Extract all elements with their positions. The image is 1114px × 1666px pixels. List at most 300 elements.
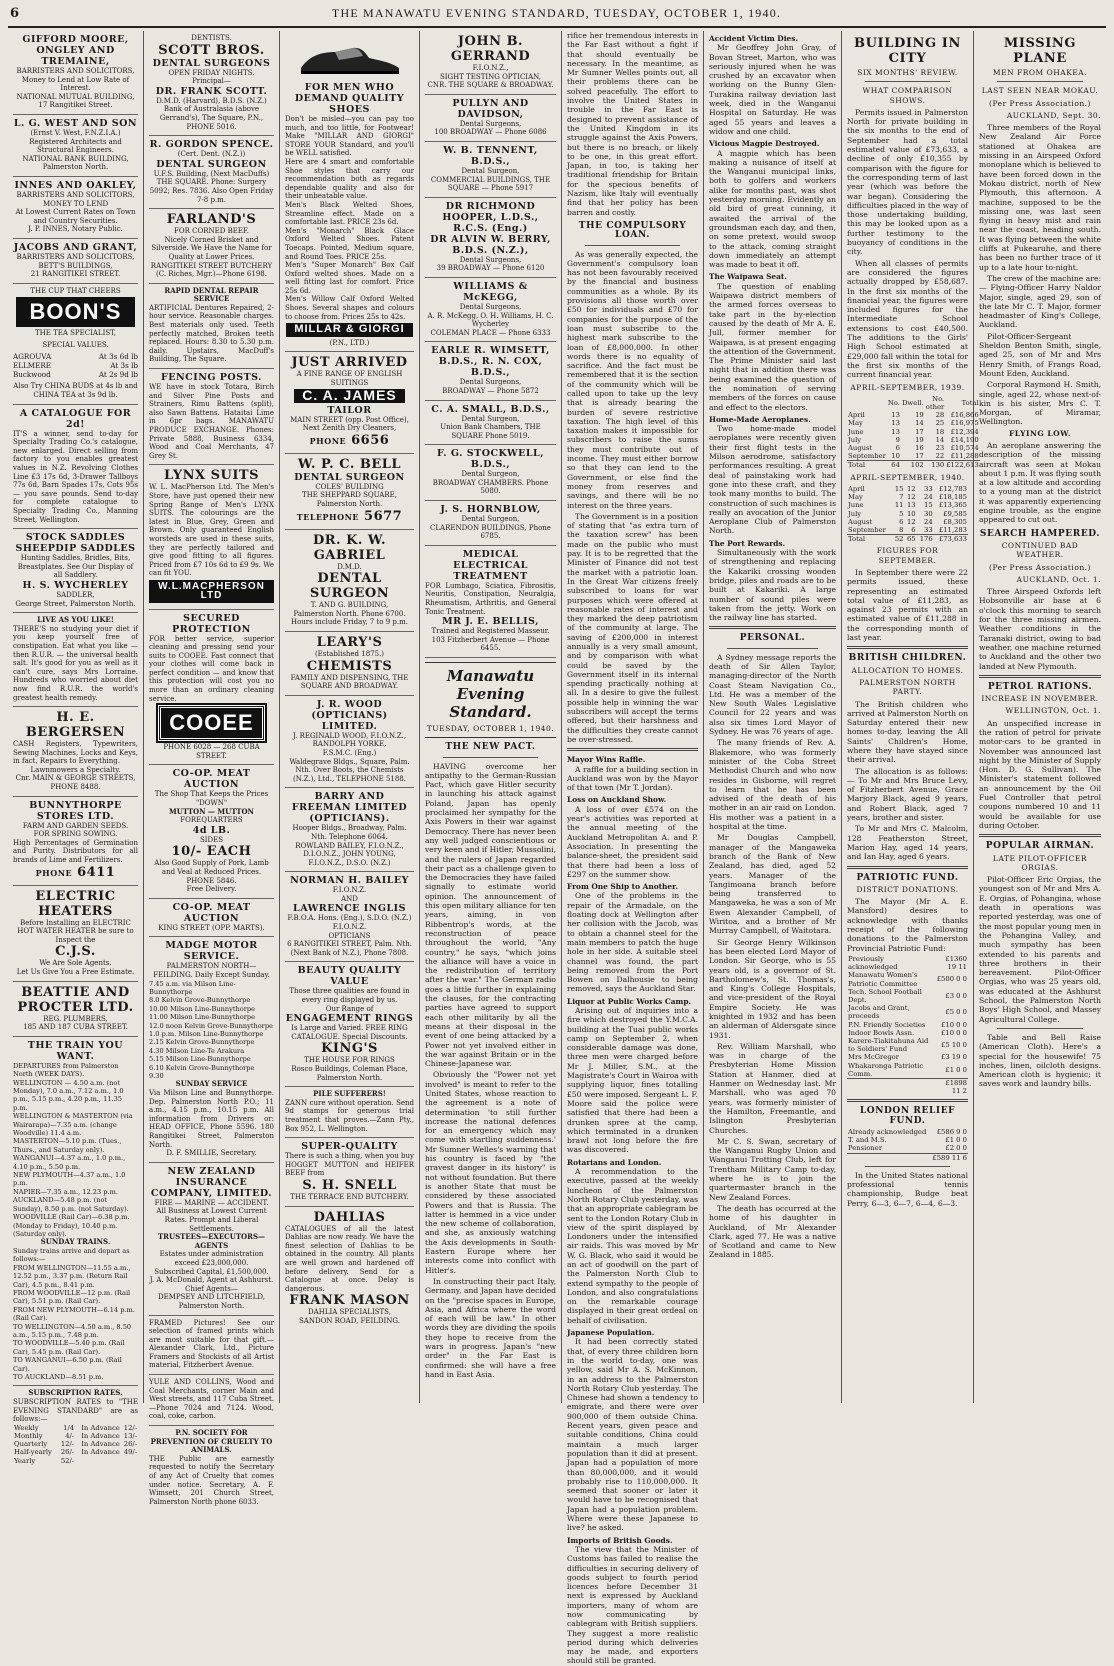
text-col7-building-t1_rows-5-4: £11,288 [950,452,979,461]
text-col4-paper-name2: Evening Standard. [449,685,532,721]
text-col4-pact-head: THE NEW PACT. [445,742,536,753]
text-col2-coop1-sidesp: 10/- EACH [171,844,252,860]
text-col7-building-t2_rows-3-4: £9,585 [943,509,967,518]
text-col2-spence-addr: U.F.S. Building, (Next MacDuffs) THE SQUARE. Phone: Surgery 5092; Res. 7836. Also Open Friday 7-8 p.m. [149,169,274,204]
text-col7-relief-rows-1-1: £1 0 0 [945,1136,967,1145]
text-col4-gerrand-name: JOHN B. GERRAND [450,34,531,64]
text-col1-boons-prices-0-0: AGROUVA [13,352,52,362]
text-col7-building-t1_total-1: 64 [891,461,900,470]
text-col1-subs-rates-1-0: Monthly [14,1431,43,1440]
text-col1-beattie-sub: REG. PLUMBERS, [43,1014,108,1023]
text-col2-madge-head: MADGE MOTOR SERVICE. [165,940,258,963]
text-col2-coop1-sides: SIDES [199,835,224,844]
text-col6-briefs-0-head: Accident Victim Dies. [709,34,798,43]
text-col2-coop1-text: The Shop That Keeps the Prices "DOWN" [154,790,269,808]
text-col3-shoes-items-3: Men's Willow Calf Oxford Welted Shoes. Several shapes and colours to choose from. Prices 25s to 42s. [285,295,414,321]
text-col1-saddles-addr: George Street, Palmerston North. [15,599,136,608]
text-col2-nzins-trustees: TRUSTEES—EXECUTORS—AGENTS [157,1232,266,1250]
text-col5-briefs-0-head: Mayor Wins Raffle. [567,755,646,765]
text-col1-innes-money: MONEY TO LEND [42,199,109,208]
text-col7-building-t1_total-2: 102 [910,461,924,470]
ad-ca-james [285,352,414,454]
ad-wimsett-cox [425,342,556,400]
text-col7-building-t2_rows-4-4: £8,305 [943,517,967,526]
text-col4-pact-paras-0: HAVING overcome her antipathy to the German-Russian Pact, which gave Hitler security in launching his attack against Poland, Japan has openly proclaimed her sympathy for the Axis Powers in their war against Democracy. There has never been any well judged conscientious or very keen and if Hitler, Mussolini, and the rulers of Japan regarded their pact as a challenge given to the Democracies they have failed signally to estimate world opinion. The announcement of this open military alliance for ten years, aiming, in von Ribbentrop's words, at the reconstruction of peace throughout the world, "Any country," he says, "which joins the alliance will have a voice in the redistribution of territory after the war." The German radio goes a little further in explaining the clauses, for the contracting parties have agreed to support each other militarily by all the means at their disposal in the event of one being attacked by a Power not yet involved either in the war against Britain or in the Chinese-Japanese war. [425,761,556,1069]
text-col3-leary-est: (Established 1875.) [314,649,385,658]
text-col1-west-note: Registered Architects and Structural Engineers. [29,137,122,155]
ad-learys [285,632,414,696]
text-col1-heaters-brand: C.J.S. [55,944,96,960]
text-col2-madge-lines-15: 5.15 [149,1055,164,1064]
text-col1-catalogue-text: IT'S a winner, send to-day for Specialty Trading Co.'s catalogue, new enlarged. Direct selling from factory to you enables greatest values in N.Z. Revolving Clothes Line £3 17s 6d, 3-Drawer Tallboys 77s 6d, Barn Spades 17s, Cots 95s — you save pounds. Send to-day for complete catalogue to Specialty Trading Co., Manning Street, Wellington. [13,429,138,524]
text-col7-building-t2_rows-5-4: £11,283 [938,525,967,534]
text-col1-boons-sub: THE TEA SPECIALIST, [34,329,117,338]
text-col8-missing-sub2: LAST SEEN NEAR MOKAU. [981,86,1099,96]
text-col3-shoes-items-1: Men's "Monarch" Black Glace Oxford Welted Shoes. Patent Toecaps. Pointed, Medium square, and Round Toes. PRICE 25s. [285,226,414,261]
text-col2-repair-head: RAPID DENTAL REPAIR SERVICE [164,285,259,304]
text-col2-madge-lines-12: Kelvin Grove-Bunnythorpe [165,1038,255,1047]
text-col2-farland-text: Nicely Corned Brisket and Silverside. We Have the Name for Quality at Lower Prices. [151,235,272,261]
ad-wpc-bell [285,454,414,530]
text-col7-building-t1_rows-4-1: 6 [895,444,900,453]
text-col1-subs-rates-4-0: Yearly [14,1456,36,1465]
text-col7-building-t2_total-2: 65 [906,535,916,544]
text-col3-james-tail: TAILOR [327,404,372,416]
text-col1-jacobs-addr: 21 RANGITIKEI STREET. [30,270,121,279]
text-col2-farland-name: FARLAND'S [166,212,257,228]
text-col7-patriotic-rows-0-1: £1360 19 11 [945,954,967,972]
text-col1-train-lines-1: WELLINGTON & MASTERTON (via Wairarapa)—7.35 a.m. (change Woodville) 11.4 a.m. [13,1112,133,1138]
text-col1-subs-rates-0-0: Weekly [14,1423,39,1432]
text-col7-building-t2_rows-4-2: 12 [906,517,916,526]
ad-catalogue [13,405,138,530]
text-col2-scott-addr: Bank of Australasia (above Gerrand's), The Square, P.N., PHONE 5016. [159,105,264,131]
text-col3-jrwood-name: J. R. WOOD (OPTICIANS) LIMITED. [311,698,388,732]
text-col4-earle-name: EARLE R. WIMSETT, B.D.S., R. N. COX, B.D.S., [431,345,550,379]
text-col2-nzins-capital: Subscribed Capital, £1,500,000. [154,1267,269,1276]
text-col7-building-t1_rows-3-3: 14 [935,435,945,444]
news-briefs [567,755,698,1666]
text-col7-patriotic-rows-3-0: Jacobs and Grant, proceeds [848,1004,910,1021]
text-col7-building-head: BUILDING IN CITY [854,36,961,66]
text-col6-personal-paras-0: A Sydney message reports the death of Sir Allen Taylor, managing-director of the North Coast Steam Navigation Co., Ltd. He was a member of the New South Wales Legislative Council for 22 years and was also six times Lord Mayor of Sydney. He was 76 years of age. [709,652,836,737]
text-col7-building-t2_rows-2-4: £13,365 [938,501,967,510]
text-col3-bailey-addr: 6 RANGITIKEI STREET, Palm. Nth. (Next Bank of N.Z.), Phone 7808. [287,940,412,957]
cooee-logo: COOEE [158,705,264,741]
text-col1-train-lines-3: WANGANUI—4.37 a.m., 1.0 p.m., 4.10 p.m., 5.50 p.m. [13,1154,126,1171]
text-col8-airman-head: POPULAR AIRMAN. [985,841,1095,852]
ad-jacobs [13,239,138,284]
text-col7-patriotic-rows-8-1: £1 0 0 [945,1065,967,1074]
text-col7-patriotic-rows-7-1: £3 19 0 [941,1053,967,1062]
text-col7-building-t1_rows-2-3: 18 [935,427,945,436]
text-col5-briefs-5-head: Japanese Population. [567,1328,655,1338]
text-col1-subs-head: SUBSCRIPTION RATES. [28,1388,123,1398]
column-3 [280,31,420,1403]
text-col1-bunny-phone_label: PHONE [35,867,73,878]
text-col7-building-t1_rows-3-1: 9 [895,435,900,444]
ad-gerrand [425,31,556,95]
text-col7-patriotic-sub: DISTRICT DONATIONS. [856,884,959,894]
text-col3-gabriel-bldg: T. AND G. BUILDING, [310,601,389,610]
text-col4-hooper-name: DR RICHMOND HOOPER, L.D.S., R.C.S. (Eng.) [442,200,539,234]
text-col3-bailey-sub: OPTICIANS [328,931,371,940]
text-col5-loan-head: THE COMPULSORY LOAN. [578,220,687,241]
text-col2-coop1-fq: FOREQUARTERS [180,816,243,825]
text-col4-ellis-sub: Trained and Registered Masseur. [431,627,550,636]
text-col1-boons-prices-2-0: Buckwood [13,370,51,380]
text-col2-yule-text: YULE AND COLLINS, Wood and Coal Merchants, corner Main and West streets, and 117 Cuba Street.—Phone 7024 and 7124. Wood, coal, coke, carbon. [149,1378,274,1421]
text-col8-missing-searchtext: Three Airspeed Oxfords left Hobsonville air base at 6 o'clock this morning to search for the three missing airmen. Weather conditions in the Taranaki district, owing to bad weather, one machine returned to Auckland and the other two landed at New Plymouth. [979,587,1101,671]
text-col2-coop2-head: CO-OP. MEAT AUCTION [172,901,251,924]
text-col8-missing-paras-3: Corporal Raymond H. Smith, single, aged 22, whose next-of-kin is his sister, Mrs C. T. Morgan, of Miramar, Wellington. [979,380,1101,427]
ad-tennent [425,142,556,198]
text-col4-pact-paras-1: Obviously the "Power not yet involved" is meant to refer to the United States, whose reaction to the agreement is a note of determination 'to still further increase the national defences for an emergency which may come with startling suddenness.' Mr Sumner Welles's warning that his country is faced by "the gravest danger in its history" is not without foundation. But there is another State that must be considered by these associated Powers and that is Russia. The latter is hemmed in a vice under the new scheme of collaboration, and she, as anxiously watching the Axis developments in South-Eastern Europe where her interests come into conflict with Hitler's. [425,1070,556,1275]
text-col7-building-t2_rows-4-0: August [848,517,873,526]
ad-electric-heaters [13,886,138,982]
text-col1-heaters-head: ELECTRIC HEATERS [35,888,116,919]
text-col2-spca-head: P.N. SOCIETY FOR PREVENTION OF CRUELTY TO ANIMALS. [150,1428,273,1455]
text-col3-gabriel-deg: D.M.D. [337,562,362,571]
text-col8-missing-searchassoc: (Per Press Association.) [989,562,1091,572]
text-col3-bell-tel_label: TELEPHONE [296,511,359,522]
text-col3-bell-bldg: COLES' BUILDING [315,482,384,491]
article-petrol-rations [979,683,1101,830]
masthead [8,6,1106,28]
text-col7-building-t1_rows-1-2: 14 [915,419,924,428]
text-col2-madge-lines-8: Kelvin Grove-Bunnythorpe [184,1021,273,1030]
column-2 [144,31,280,1506]
text-col5-briefs-4-text: A recommendation to the executive, passed at the weekly luncheon of the Palmerston North Rotary Club yesterday, was that an appropriate cablegram be sent to the London Rotary Club in view of the spirit displayed by Londoners under the intensified air raids. This was moved by Mr W. G. Black, who said it would be an act of goodwill on the part of the Palmerston North Club to extend sympathy to the people of London, and also congratulations on the remarkable courage displayed in their great ordeal on behalf of civilisation. [567,1167,698,1325]
text-col2-madge-lines-5: 11.00 [149,1013,168,1022]
text-col1-jacobs-bldg: BETT'S BUILDINGS, [38,261,113,270]
ad-yule-collins [149,1375,274,1426]
text-col6-personal-paras-6: The death has occurred at the home of his daughter in Auckland, of Mr Alexander Clark, aged 77. He was a native of Scotland and came to New Zealand in 1885. [709,1203,836,1260]
text-col2-spence-sub: DENTAL SURGEON [156,158,267,170]
text-col1-bergersen-name: H. E. BERGERSEN [25,710,126,741]
text-col3-snell-name: S. H. SNELL [302,1177,397,1193]
text-col5-loan-paras-0: As was generally expected, the Government's compulsory loan has not been favourably received by the financial and business communities as a whole. By its provisions all those worth over £50 for individuals and £70 for companies for the purpose of the loan must subscribe to the highest mark subscribe to the loan of £8,000,000. In other words there is no equality of sacrifice. And the fact must be remembered that it is the section of the community which will be called upon to take up the levy that is already bearing the burden of severe restrictive taxation. The high level of this taxation makes it impossible for subscribers to raise the sums they must contribute out of income. They must either borrow so that they can lend to the Government, or else find the money from reserves and savings, and there will be no interest on the three years. [567,249,698,510]
text-col1-bunny-sub: FARM AND GARDEN SEEDS. [22,821,129,830]
text-col2-fencing-head: FENCING POSTS. [161,372,262,384]
text-col7-building-paras-0: Permits issued in Palmerston North for private building in the six months to the end of September had a total estimated value of £73,633, a decline of only £10,355 by comparison with the figure for the corresponding term of last year (which was before the war began). Considering the difficulties placed in the way of those undertaking building, this may be looked upon as a further testimony to the buoyancy of conditions in the city. [847,107,968,257]
text-col3-james-sub: A FINE RANGE OF ENGLISH SUITINGS [296,370,403,387]
text-col8-missing-dateline: AUCKLAND, Sept. 30. [1006,110,1101,120]
text-col3-leary-sub: CHEMISTS [306,658,393,674]
text-col8-missing-head: MISSING PLANE [1003,36,1077,66]
text-col1-liver-text: THERE'S no studying your diet if you keep yourself free of constipation. Eat what you like — then R.U.R. — the universal health salt. It's good for you as well as it can't cure, says Mrs Lorraine. Hundreds who worried about diet now find R.U.R. the world's greatest health remedy. [13,624,138,702]
text-col2-coop1-also: Also Good Supply of Pork, Lamb and Veal at Reduced Prices. [154,859,269,876]
text-col2-coop2-addr: KING STREET (OPP. MARTS). [158,923,265,932]
text-col3-dahlias-sub: DAHLIA SPECIALISTS, [308,1308,391,1317]
text-col4-stockwell-name: F. G. STOCKWELL, B.D.S., [436,448,545,471]
text-col7-building-t1_rows-5-3: 22 [935,452,945,461]
ad-nz-insurance [149,1163,274,1316]
text-col2-nzins-estates: Estates under administration exceed £23,000,000. [159,1250,264,1267]
text-col7-british-sub: ALLOCATION TO HOMES. [851,665,964,675]
text-col5-cont-paras-0: rifice her tremendous interests in the Far East without a fight if that should eventually be necessary. In the meantime, as Mr Sumner Welles points out, all their problems there can be solved peacefully. The effort to involve the United States in trouble in the Far East is designed to prevent assistance of the United Kingdom in its struggle against the Axis Powers, but there is no breach, or likely to be one, in this great effort. Japan, in too, is taking her traditional friendship for Britain for the specious benefits of Nazism, like Italy will eventually find that her policy has been barren and costly. [567,31,698,217]
text-col1-boons-lead: THE CUP THAT CHEERS [30,286,121,295]
newspaper-nameplate [425,662,556,738]
text-col7-building-t2_rows-2-1: 11 [894,501,904,510]
text-col7-building-t2_rows-1-2: 12 [906,493,916,502]
text-col7-patriotic-rows-8-0: Whakaronga Patriotic Comm. [848,1061,924,1078]
text-col7-building-t2_rows-2-3: 15 [924,501,933,510]
article-british-children [847,654,968,861]
text-col7-patriotic-rows-4-0: P.N. Friendly Societies [848,1020,926,1029]
text-col3-dahlias-addr: SANDON ROAD, FEILDING. [298,1316,400,1325]
text-col7-building-t2_rows-3-3: 30 [924,509,933,518]
text-col4-ellis-name: MR J. E. BELLIS, [442,616,539,628]
text-col1-west-name: L. G. WEST AND SON [13,117,138,129]
text-col7-building-t1_head: APRIL-SEPTEMBER, 1939. [850,382,965,392]
text-col8-petrol-sub: INCREASE IN NOVEMBER. [981,694,1099,704]
text-col4-tennent-addr: COMMERCIAL BUILDINGS, THE SQUARE — Phone 5917 [430,175,551,193]
text-col1-gifford-sub: BARRISTERS AND SOLICITORS, [16,67,135,75]
ad-saddles [13,529,138,613]
text-col4-hornblow-sub: Dental Surgeon, [461,515,520,524]
text-col7-building-t2_rows-1-3: 24 [924,493,933,502]
text-col1-heaters-quote: Let Us Give You a Free Estimate. [16,968,135,976]
text-col8-petrol-dateline: WELLINGTON, Oct. 1. [1005,706,1101,716]
text-col7-patriotic-text: The Mayor (Mr A. E. Mansford) desires to acknowledge with thanks receipt of the following donations to the Palmerston Provincial Patriotic Fund: [847,897,968,953]
ad-jr-wood [285,696,414,789]
text-col7-building-t2_rows-1-1: 7 [899,493,904,502]
text-col7-patriotic-total: £1898 11 2 [945,1078,967,1096]
text-col6-briefs-1-head: Vicious Magpie Destroyed. [709,139,820,149]
text-col7-building-t2_rows-5-3: 33 [924,525,933,534]
text-col3-beauty-eng: ENGAGEMENT RINGS [285,1013,414,1025]
text-col1-boons-prices-0-1: At 3s 6d lb [98,352,138,362]
text-col1-subs-rates-0-2: In Advance [81,1423,120,1432]
text-col3-beauty-head: BEAUTY QUALITY VALUE [297,965,402,988]
text-col3-dahlias-name: FRANK MASON [289,1293,410,1309]
article-popular-airman [979,842,1101,1088]
text-col7-patriotic-rows-3-1: £5 0 0 [945,1008,967,1017]
text-col1-boons-special: SPECIAL VALUES. [42,340,109,349]
ad-hooper [425,198,556,278]
text-col4-williams-sub: Dental Surgeons, [459,302,522,311]
text-col2-repair-text: ARTIFICIAL Dentures Repaired, 2-hour service. Reasonable charges. Best materials only used. Teeth perfectly matched, Broken teeth replaced. Hours: 8.30 to 5.30 p.m. daily. Upstairs, MacDuff's Building, The Square. [149,303,274,364]
ad-hornblow [425,501,556,546]
text-col3-jrwood-addr: Waldegrave Bldgs., Square, Palm. Nth. Over Boots, the Chemists (N.Z.), Ltd., TELEPHONE 5188. [289,757,410,783]
ad-stockwell [425,445,556,501]
text-col7-building-t2_total-0: Total [848,535,866,544]
text-col4-small-sub: Dental Surgeon, [461,414,520,423]
text-col7-patriotic-rows-2-0: Tech. School Football Dept. [848,987,922,1004]
text-col7-relief-rows-2-0: Pensioner [848,1144,883,1153]
text-col1-heaters-sole: We Are Sole Agents. [39,959,112,968]
text-col7-building-t1_rows-0-4: £16,866 [950,411,979,420]
boons-price-list [13,352,138,379]
ad-innes [13,177,138,239]
text-col7-building-t1_rows-1-1: 13 [891,419,900,428]
text-col8-missing-search: SEARCH HAMPERED. [979,528,1101,539]
text-col3-shoes-head: FOR MEN WHO DEMAND QUALITY SHOES [294,82,405,115]
text-col3-jrwood-deg: F.S.M.C. (Eng.) [322,748,377,757]
text-col7-patriotic-rows-5-0: Indoor Bowls Assn. [848,1028,915,1037]
text-col6-briefs-3-text: Two home-made model aeroplanes were recently given their first flight tests in the Milson aerodrome, satisfactory performances resulting. A great deal of painstaking work had gone into these craft, and they took many months to build. The construction of such machines is really an avocation of the Junior Aeroplane Club of Palmerston North. [709,424,836,536]
text-col1-subs-rates-3-3: 49/- [123,1448,137,1457]
text-col7-relief-rows-1-0: T. and M.S. [848,1136,887,1145]
ca-james-logo: C. A. JAMES [294,389,405,402]
text-col6-personal-paras-4: Rev. William Marshall, who was in charge of the Presbyterian Home Mission Station at Hanmer, died at Hanmer on Wednesday last. Mr Marshall, who was aged 70 years, was formerly minister of the Hamilton, Freemantle, and Islington Presbyterian Churches. [709,1041,836,1135]
text-col2-scott-name: SCOTT BROS. [158,42,265,58]
text-col2-secured-text: FOR better service, superior cleaning and pressing send your suits to COOEE. Fast connect that your clothes will come back in perfect condition — and know that this protection will cost you no more than an ordinary cleaning service. [149,634,274,703]
text-col3-james-phone_label: PHONE [309,435,347,446]
ad-scott-bros [149,31,274,136]
text-col4-tennent-name: W. B. TENNENT, B.D.S., [443,144,538,167]
text-col6-personal-paras-3: Sir George Henry Wilkinson has been elected Lord Mayor of London. Sir George, who is 55 years old, is a governor of St. Bartholomew's, St. Thomas's, and King's College Hospitals, and vice-president of the Royal Empire Society. He was knighted in 1932 and has been an alderman of Aldersgate since 1931. [709,937,836,1040]
text-col7-building-sub: SIX MONTHS' REVIEW. [857,68,958,77]
text-col7-building-t2_rows-2-2: 13 [906,501,916,510]
text-col3-barry-addr: Hooper Bldgs., Broadway, Palm. Nth. Telephone 6064. [292,824,407,841]
text-col1-jacobs-sub: BARRISTERS AND SOLICITORS, [16,252,135,261]
ad-dental-repair [149,284,274,369]
text-col1-catalogue-head: A CATALOGUE FOR 2d! [19,407,132,430]
text-col2-secured-head: SECURED PROTECTION [172,612,251,635]
text-col3-barry-names: ROWLAND BAILEY, F.I.O.N.Z., D.I.O.N.Z., JOHN YOUNG, F.I.O.N.Z., D.S.O. (N.Z.) [295,841,404,867]
text-col1-liver-head: LIVE AS YOU LIKE! [37,615,114,625]
text-col3-bailey-name: NORMAN H. BAILEY [290,875,409,887]
text-col1-train-sunday-0: Sunday trains arrive and depart as follows:— [13,1246,130,1264]
text-col1-subs-rates-4-1: 52/- [60,1456,75,1465]
ad-beattie [13,982,138,1037]
text-col3-beauty-addr: Rosco Buildings, Coleman Place, Palmerston North. [291,1065,408,1082]
text-col7-building-t1_rows-3-2: 19 [915,435,924,444]
text-col7-patriotic-rows-5-1: £10 0 0 [941,1028,967,1037]
relief-table [847,1128,968,1162]
text-col7-british-paras-1: The allocation is as follows:— To Mr and Mrs Bruce Levy, of Fitzherbert Avenue, Grace Marjory Black, aged 9 years, and Robert Black, aged 7 years, brother and sister. [847,766,968,823]
text-col7-patriotic-rows-6-0: Karere-Tiakitahuna Aid to Soldiers' Fund [848,1036,929,1054]
ad-kings-rings [285,962,414,1087]
text-col7-relief-rows-0-0: Already acknowledged [848,1127,927,1136]
text-col1-innes-sub: BARRISTERS AND SOLICITORS, [16,190,135,199]
text-col4-hooper-sub: Dental Surgeons, [459,255,522,264]
text-col3-snell-head: SUPER-QUALITY [301,1141,398,1153]
text-col7-building-t2_rows-3-1: 5 [899,509,904,518]
text-col2-coop1-head: CO-OP. MEAT AUCTION [172,768,251,791]
text-col4-hooper-addr: 39 BROADWAY — Phone 6120 [436,264,545,273]
text-col7-building-t1_rows-0-2: 19 [915,411,924,420]
text-col7-building-t2_rows-5-1: 8 [899,525,904,534]
text-col1-bunny-text: High Percentages of Germination and Purity. Distributors for all brands of Lime and Fertilizers. [13,838,138,865]
text-col1-train-sunday-5: TO WOODVILLE—5.40 p.m. (Rail Car), 5.45 p.m. (Rail Car). [13,1339,125,1356]
text-col5-briefs-0-text: A raffle for a building section in Auckland was won by the Mayor of that town (Mr T. Jordan). [567,764,698,793]
text-col8-airman-tail: Table and Bell Raise (American Cloth). Here's a special for the housewife! 75 inches, linen, oilcloth designs. American cloth is hygienic; it saves work and laundry bills. [979,1032,1101,1089]
text-col7-building-t1_cols-3: No. other [925,394,945,411]
text-col8-petrol-text: An unspecified increase in the ration of petrol for private motor-cars to be granted in November was announced last night by the Minister of Supply (Hon. D. G. Sullivan). The Minister's statement followed an announcement by the Oil Fuel Controller that petrol coupons numbered 10 and 11 would be available for use during October. [979,718,1101,830]
text-col3-snell-text: There is such a thing, when you buy HOGGET MUTTON and HEIFER BEEF from [285,1152,414,1178]
text-col6-personal-head: PERSONAL. [739,633,806,644]
text-col7-patriotic-rows-7-0: Mrs McGregor [848,1053,900,1062]
text-col1-train-head: THE TRAIN YOU WANT. [27,1039,124,1062]
column-1 [8,31,144,1465]
text-col4-williams-addr: COLEMAN PLACE — Phone 6333 [430,328,551,337]
text-col1-train-sunday_head: SUNDAY TRAINS. [40,1237,111,1247]
text-col4-pullyn-sub: Dental Surgeons, [459,119,522,128]
text-col7-building-t2_rows-4-3: 24 [924,517,933,526]
text-col1-train-lines-7: WOODVILLE (Rail Car)—6.38 p.m. (Monday to Friday), 10.40 p.m. (Saturday only). [13,1213,130,1238]
text-col2-nzins-head: NEW ZEALAND INSURANCE COMPANY, LIMITED. [150,1165,273,1199]
text-col7-building-t2_rows-1-0: May [848,493,863,502]
text-col7-building-t2_rows-0-2: 12 [906,484,916,493]
text-col1-innes-note: At Lowest Current Rates on Town and Country Securities. [15,208,136,225]
text-col1-heaters-text: Before Installing an ELECTRIC HOT WATER HEATER be sure to Inspect the [17,918,134,944]
text-col2-madge-lines-2: Kelvin Grove-Bunnythorpe [161,996,251,1005]
text-col1-bunny-spring: FOR SPRING SOWING. [33,830,118,839]
text-col8-missing-search2: CONTINUED BAD WEATHER. [1001,540,1079,560]
text-col2-madge-sundaytext: Via Milson Line and Bunnythorpe. Dep. Palmerston North P.O.; 11 a.m., 4.15 p.m., 10.15 p.m. All information from Drivers or: HEAD OFFICE, Phone 5596. 180 Rangitikei Street, Palmerston North. [149,1089,274,1149]
ad-fencing-posts [149,369,274,465]
text-col4-gerrand-addr: CNR. THE SQUARE & BROADWAY. [427,81,554,90]
text-col7-building-t1_rows-3-0: July [848,435,862,444]
text-col4-stockwell-sub: Dental Surgeon, [461,470,520,479]
text-col2-coop1-free: Free Delivery. [186,885,237,894]
text-col3-bell-name: W. P. C. BELL [297,456,402,472]
text-col7-building-t1_cols-2: Dwell. [901,398,924,407]
text-col1-west-sub: (Ernst V. West, F.N.Z.I.A.) [30,128,121,137]
column-6 [704,31,842,1403]
ad-framed-pictures [149,1316,274,1376]
text-col7-british-paras-2: To Mr and Mrs C. Malcolm, 128 Featherston Street, Marion Hay, aged 14 years, and Ian Hay, aged 6 years. [847,824,968,862]
text-col2-madge-lines-13: 4.30 [149,1046,164,1055]
text-col3-gabriel-addr: Palmerston North. Phone 6700. Hours include Friday, 7 to 9 p.m. [290,609,408,627]
text-col3-piles-text: ZANN cure without operation. Send 9d stamps for generous trial treatment that proves.—Zann Pty., Box 952, L. Wellington. [285,1098,414,1133]
ad-farlands [149,209,274,284]
text-col8-missing-paras-2: Pilot-Officer-Sergeant Sheldon Benton Smith, single, aged 25, son of Mr and Mrs Henry Smith, of Frangs Road, Mount Eden, Auckland. [979,331,1101,378]
text-col2-coop1-phone: PHONE 5846. [186,876,237,885]
ad-williams-mckegg [425,278,556,342]
text-col1-subs-rates-2-1: 12/- [60,1440,75,1449]
text-col3-gabriel-name: DR. K. W. GABRIEL [312,532,387,563]
text-col7-patriotic-rows-4-1: £10 0 0 [941,1020,967,1029]
text-col3-shoes-sub: (P.N., LTD.) [329,338,370,347]
text-col7-building-t1_rows-4-0: August [848,444,873,453]
text-col3-leary-fam: FAMILY AND DISPENSING, THE SQUARE AND BROADWAY. [290,673,409,691]
text-col3-beauty-text: Those three qualities are found in every ring displayed by us. [289,987,410,1005]
text-col3-beauty-name: KING'S [321,1041,378,1057]
text-col8-airman-text: Pilot-Officer Eric Orgias, the youngest son of Mr and Mrs A. E. Orgias, of Pohangina, whose death in operations was reported yesterday, was one of the most popular young men in the Pohangina Valley, and much sympathy has been extended to his parents and three brothers in their bereavement. Pilot-Officer Orgias, who was 25 years old, was educated at the Ashhurst School, the Palmerston North Boys' High School, and Massey Agricultural College. [979,875,1101,1024]
macpherson-logo: W.L.MACPHERSON LTD [149,580,274,603]
text-col5-briefs-1-head: Loss on Auckland Show. [567,795,667,805]
text-col7-building-sept: In September there were 22 permits issued, these representing an estimated total value of £11,283, as against 23 permits with an estimated value of £11,288 in the corresponding month of last year. [847,567,968,643]
text-col1-subs-rates-1-3: 13/- [123,1431,137,1440]
text-col7-relief-rows-2-1: £2 0 0 [945,1144,967,1153]
text-col7-patriotic-head: PATRIOTIC FUND. [856,872,959,883]
text-col4-pact-paras-2: In constructing their pact Italy, Germany, and Japan have decided on the "precise spaces in Europe, Asia, and Africa where the word of each will be law." In other words they are dividing the spoils they hope to receive from the wars in progress. Japan's "new order" in the Far East is confirmed: she will have a free hand in East Asia. [425,1276,556,1379]
text-col1-train-lines-4: NEW PLYMOUTH—4.37 a.m., 1.0 p.m. [13,1171,126,1188]
text-col7-building-t1_cols-1: No. [887,398,900,407]
text-col4-williams-name: WILLIAMS & McKEGG, [453,280,528,303]
text-col3-piles-head: PILE SUFFERERS! [313,1089,386,1099]
text-col7-building-t1_rows-5-2: 17 [915,452,924,461]
text-col4-paper-name1: Manawatu [446,667,535,685]
text-col1-saddles-sub: SADDLER, [56,590,95,599]
text-col3-shoes-text: Don't be misled—you can pay too much, and too little, for Footwear! Make "MILLAR AND GIORGI" STORE YOUR Standard, and you'll be WELL satisfied. [285,115,414,158]
text-col1-train-sunday-3: FROM NEW PLYMOUTH—6.14 p.m. (Rail Car). [13,1305,135,1323]
text-col4-hornblow-addr: CLARENDON BUILDINGS, Phone 6785. [430,523,551,541]
text-col5-briefs-3-text: Arising out of inquiries into a fire which destroyed the Y.M.C.A. building at the Tuai public works camp on September 2, when considerable damage was done, three men were charged before Mr J. Miller, S.M., at the Magistrate's Court in Wairoa with supplying liquor, fines totalling £50 were imposed. Sergeant L. F. Moore said the police were satisfied that there had been a drunken spree at the camp, which terminated in a drunken brawl not long before the fire was discovered. [567,1005,698,1155]
text-col1-saddles-head: STOCK SADDLES SHEEPDIP SADDLES [15,532,136,555]
boons-logo: BOON'S [16,297,136,327]
text-col2-madge-sec: D. F. SMILLIE, Secretary. [166,1149,257,1158]
text-col2-scott-lead: DENTISTS. [191,34,232,42]
text-col2-madge-lines-3: 10.00 [149,1004,168,1013]
text-col8-missing-searchdate: AUCKLAND, Oct. 1. [1016,574,1101,584]
text-col4-earle-addr: BROADWAY — Phone 5872 [442,386,539,395]
text-col3-shoes-items-2: Men's "Super Monarch" Box Calf Oxford welted shoes. Made on a well fitting last for comfort. Price 25s 6d. [285,261,414,295]
